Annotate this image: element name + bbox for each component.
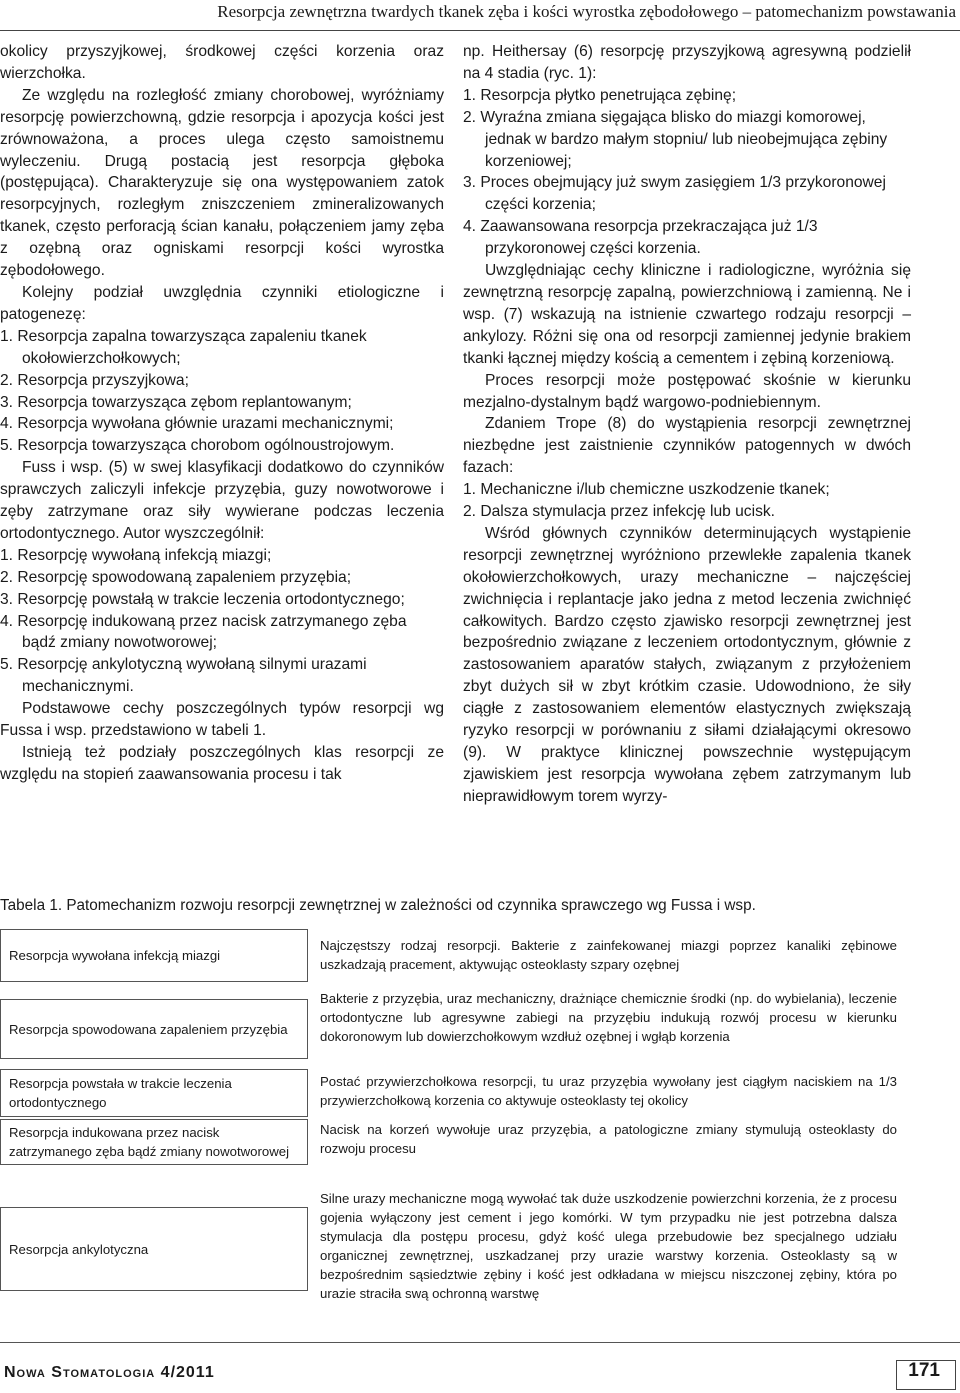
paragraph: okolicy przyszyjkowej, środkowej części korzenia oraz wierzchołka.	[0, 43, 444, 82]
list-item: 4. Resorpcję indukowaną przez nacisk zatrzymanego zęba bądź zmiany nowotworowej;	[0, 612, 407, 652]
paragraph: Proces resorpcji może postępować skośnie w kierunku mezjalno-dystalnym bądź wargowo-podniebiennym.	[463, 371, 911, 411]
table-row	[0, 1119, 907, 1189]
table-cell-type: Resorpcja powstała w trakcie leczenia ortodontycznego	[0, 1069, 308, 1117]
list-item: 4. Resorpcja wywołana głównie urazami mechanicznymi;	[0, 415, 394, 433]
table-cell-desc: Nacisk na korzeń wywołuje uraz przyzębia, a patologiczne zmiany stymulują osteoklasty do rozwoju procesu	[320, 1122, 897, 1156]
list-item: 3. Resorpcja towarzysząca zębom replantowanym;	[0, 393, 352, 411]
paragraph: np. Heithersay (6) resorpcję przyszyjkową agresywną podzielił na 4 stadia (ryc. 1):	[463, 43, 911, 82]
list-item: 5. Resorpcja towarzysząca chorobom ogólnoustrojowym.	[0, 437, 395, 455]
table-cell-type: Resorpcja indukowana przez nacisk zatrzymanego zęba bądź zmiany nowotworowej	[0, 1119, 308, 1165]
table-row	[0, 929, 907, 989]
paragraph: Kolejny podział uwzględnia czynniki etiologiczne i patogenezę:	[0, 283, 444, 323]
list-item: 2. Wyraźna zmiana sięgająca blisko do miazgi komorowej, jednak w bardzo małym stopniu/ lub nieobejmująca zębiny korzeniowej;	[463, 108, 888, 170]
paragraph: Ze względu na rozległość zmiany chorobowej, wyróżniamy resorpcję powierzchowną, gdzie resorpcja i apozycja kości jest zrównoważona, a proces ulega często samoistnemu wyleczeniu. Drugą postacią jest resorpcja głęboka (postępująca). Charakteryzuje się ona występowaniem zatok resorpcyjnych, rozległym zniszczeniem zmineralizowanych tkanek, często perforacją ścian kanału, połączeniem jamy zęba z ozębną oraz ogniskami resorpcji kości wyrostka zębodołowego.	[0, 86, 444, 280]
list-item: 2. Dalsza stymulacja przez infekcję lub ucisk.	[463, 503, 775, 521]
table-row	[0, 989, 907, 1067]
list-item: 3. Proces obejmujący już swym zasięgiem 1/3 przykoronowej części korzenia;	[463, 174, 886, 214]
list-item: 2. Resorpcję spowodowaną zapaleniem przyzębia;	[0, 568, 352, 586]
table	[0, 929, 907, 1309]
running-header: Resorpcja zewnętrzna twardych tkanek zęba i kości wyrostka zębodołowego – patomechanizm powstawania	[217, 2, 956, 21]
right-column	[463, 41, 911, 808]
table-cell-type: Resorpcja spowodowana zapaleniem przyzębia	[0, 999, 308, 1059]
journal-name: Nowa Stomatologia 4/2011	[4, 1364, 215, 1381]
table-cell-desc: Najczęstszy rodzaj resorpcji. Bakterie z zainfekowanej miazgi poprzez kanaliki zębinowe uszkadzają pracement, aktywując osteoklasty szpary ozębnej	[320, 938, 897, 972]
table-cell-desc: Bakterie z przyzębia, uraz mechaniczny, drażniące chemicznie środki (np. do wybielania), leczenie ortodontyczne lub agresywne zabiegi na przyzębiu indukują rozwój procesu w kierunku dokoronowym lub dowierzchołkowym wzdłuż ozębnej i wgłąb korzenia	[320, 991, 897, 1044]
paragraph: Uwzględniając cechy kliniczne i radiologiczne, wyróżnia się zewnętrzną resorpcję zapalną, powierzchniową i zamienną. Ne i wsp. (7) wskazują na istnienie czwartego rodzaju resorpcji – ankylozy. Różni się ona od resorpcji zamiennej jedynie brakiem tkanki łącznej między kością a cementem i zębiną korzeniową.	[463, 262, 911, 367]
paragraph: Fuss i wsp. (5) w swej klasyfikacji dodatkowo do czynników sprawczych zaliczyli infekcje przyzębia, guzy nowotworowe i zęby zatrzymane oraz siły wywierane podczas leczenia ortodontycznego. Autor wyszczególnił:	[0, 459, 444, 542]
table-caption: Tabela 1. Patomechanizm rozwoju resorpcji zewnętrznej w zależności od czynnika sprawczego wg Fussa i wsp.	[0, 897, 756, 914]
table-row	[0, 1067, 907, 1119]
paragraph: Istnieją też podziały poszczególnych klas resorpcji ze względu na stopień zaawansowania procesu i tak	[0, 744, 444, 783]
table-cell-desc: Postać przywierzchołkowa resorpcji, tu uraz przyzębia wywołany jest ciągłym naciskiem na 1/3 przywierzchołkową korzenia co aktywuje osteoklasty tej okolicy	[320, 1074, 897, 1108]
list-item: 5. Resorpcję ankylotyczną wywołaną silnymi urazami mechanicznymi.	[0, 656, 367, 696]
list-item: 1. Mechaniczne i/lub chemiczne uszkodzenie tkanek;	[463, 481, 830, 499]
list-item: 4. Zaawansowana resorpcja przekraczająca już 1/3 przykoronowej części korzenia.	[463, 218, 818, 258]
page-number: 171	[908, 1360, 940, 1381]
list-item: 1. Resorpcja płytko penetrująca zębinę;	[463, 86, 737, 104]
paragraph: Zdaniem Trope (8) do wystąpienia resorpcji zewnętrznej niezbędne jest zaistnienie czynników patogennych w dwóch fazach:	[463, 415, 911, 477]
table-cell-type: Resorpcja wywołana infekcją miazgi	[0, 929, 308, 982]
list-item: 2. Resorpcja przyszyjkowa;	[0, 371, 189, 389]
table-cell-desc: Silne urazy mechaniczne mogą wywołać tak duże uszkodzenie powierzchni korzenia, że z procesu gojenia wyłączony jest cement i jego komórki. W tym przypadku nie jest potrzebna dalsza stymulacja dla postępu procesu, gdyż kość ulega przebudowie bez specjalnego udziału organicznej zewnętrznej, uszkadzanej przy urazie warstwy korzenia. Osteoklasty są w bezpośrednim sąsiedztwie zębiny i kość jest odkładana w miejscu niszczonej zębiny, która po urazie straciła swą ochronną warstwę	[320, 1191, 897, 1301]
list-item: 3. Resorpcję powstałą w trakcie leczenia ortodontycznego;	[0, 590, 405, 608]
left-column	[0, 41, 444, 786]
list-item: 1. Resorpcję wywołaną infekcją miazgi;	[0, 546, 272, 564]
paragraph: Podstawowe cechy poszczególnych typów resorpcji wg Fussa i wsp. przedstawiono w tabeli 1.	[0, 700, 444, 740]
paragraph: Wśród głównych czynników determinujących wystąpienie resorpcji zewnętrznej wyróżniono przewlekłe zapalenia tkanek okołowierzchołkowych, urazy mechaniczne – najczęściej zwichnięcia i replantacje jako jedna z metod leczenia zwichnięć całkowitych. Bardzo często zjawisko resorpcji zewnętrznej jest bezpośrednio związane z leczeniem ortodontycznym, głównie z zastosowaniem aparatów stałych, związanym z przyłożeniem zbyt dużych sił w zbyt krótkim czasie. Udowodniono, że siły ciągłe z zastosowaniem elementów elastycznych zwiększają ryzyko resorpcji w porównaniu z siłami działającymi okresowo (9). W praktyce klinicznej powszechnie występującym zjawiskiem jest resorpcja wywołana zębem zatrzymanym lub nieprawidłowym torem wyrzy-	[463, 524, 911, 805]
table-row	[0, 1189, 907, 1309]
footer-rule	[0, 1342, 960, 1343]
list-item: 1. Resorpcja zapalna towarzysząca zapaleniu tkanek okołowierzchołkowych;	[0, 327, 367, 367]
header-rule	[0, 30, 960, 31]
table-cell-type: Resorpcja ankylotyczna	[0, 1207, 308, 1291]
